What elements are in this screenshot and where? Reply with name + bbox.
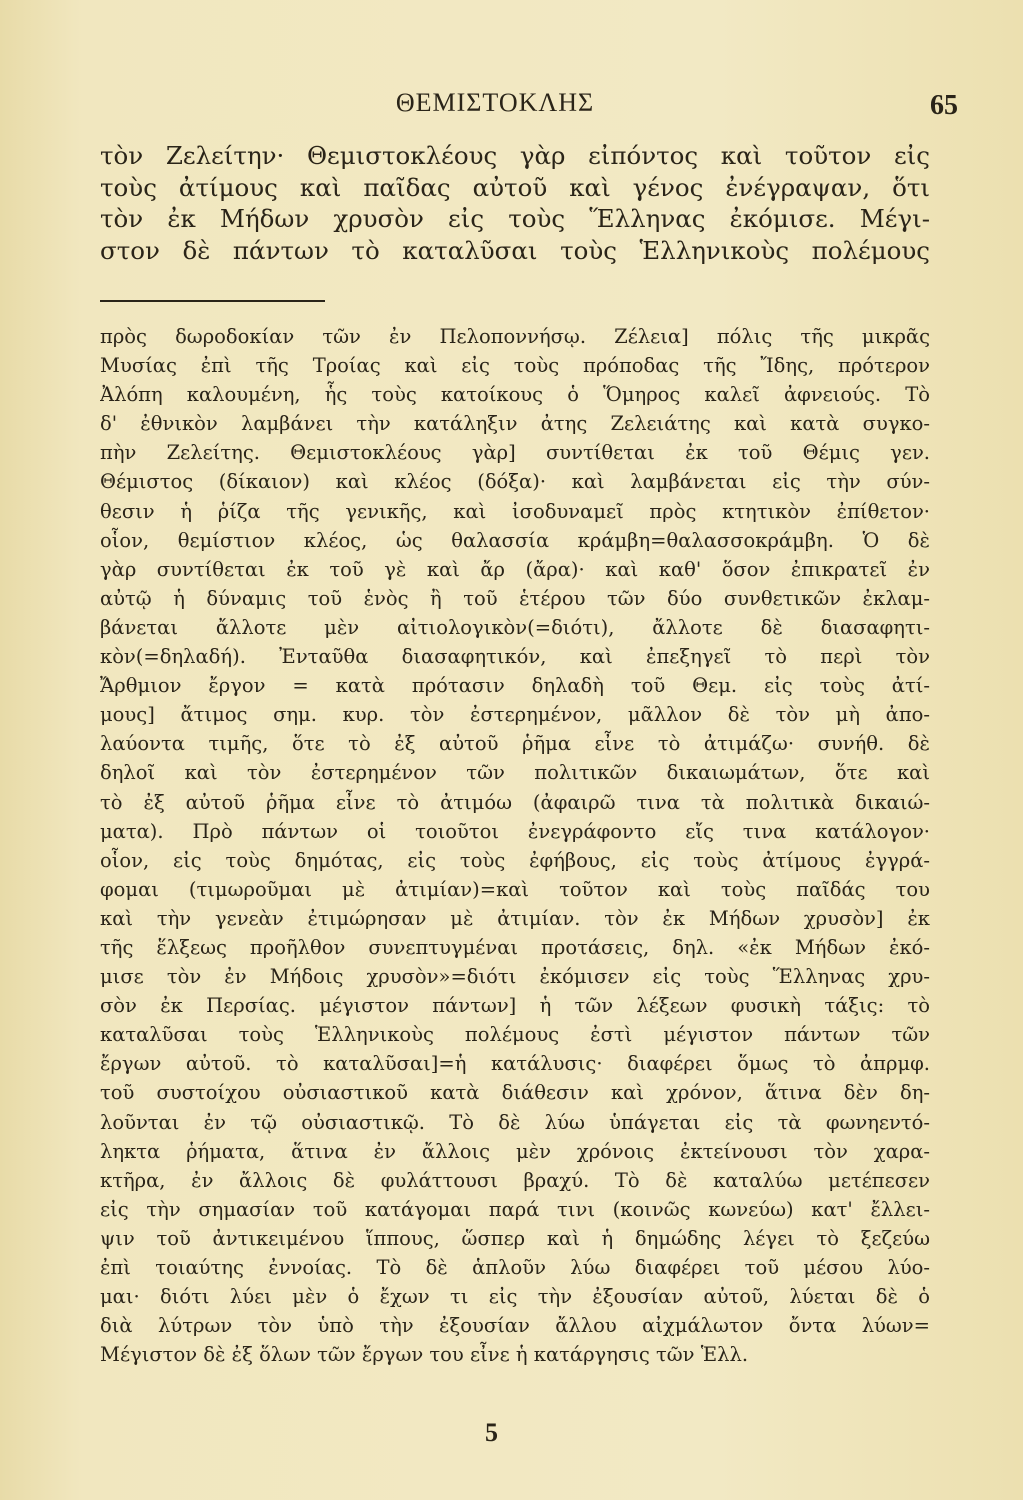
main-text [100, 140, 930, 266]
note-line: τὸ ἐξ αὐτοῦ ῥῆμα εἶνε τὸ ἀτιμόω (ἀφαιρῶ τινα τὰ πολιτικὰ δικαιώ- [100, 790, 930, 814]
text-line: τὸν Ζελείτην· Θεμιστοκλέους γὰρ εἰπόντος καὶ τοῦτον εἰς [100, 141, 930, 170]
page-header [0, 88, 1023, 128]
note-line: λαύοντα τιμῆς, ὅτε τὸ ἐξ αὐτοῦ ῥῆμα εἶνε τὸ ἀτιμάζω· συνήθ. δὲ [100, 732, 930, 756]
note-line: κτῆρα, ἐν ἄλλοις δὲ φυλάττουσι βραχύ. Τὸ δὲ καταλύω μετέπεσεν [100, 1168, 930, 1192]
note-line: φομαι (τιμωροῦμαι μὲ ἀτιμίαν)=καὶ τοῦτον καὶ τοὺς παῖδάς του [100, 877, 930, 901]
text-line: τοὺς ἀτίμους καὶ παῖδας αὐτοῦ καὶ γένος ἐνέγραψαν, ὅτι [100, 172, 930, 202]
note-line: αὐτῷ ἡ δύναμις τοῦ ἑνὸς ἢ τοῦ ἑτέρου τῶν δύο συνθετικῶν ἐκλαμ- [100, 586, 930, 610]
signature-number: 5 [485, 1418, 498, 1447]
note-line: ληκτα ῥήματα, ἅτινα ἐν ἄλλοις μὲν χρόνοις ἐκτείνουσι τὸν χαρα- [100, 1139, 930, 1163]
signature-mark [0, 1418, 1023, 1500]
note-line: βάνεται ἄλλοτε μὲν αἰτιολογικὸν(=διότι), ἄλλοτε δὲ διασαφητι- [100, 615, 930, 639]
note-line: ψιν τοῦ ἀντικειμένου ἵππους, ὥσπερ καὶ ἡ δημώδης λέγει τὸ ξεζεύω [100, 1226, 930, 1250]
note-line: δηλοῖ καὶ τὸν ἐστερημένον τῶν πολιτικῶν δικαιωμάτων, ὅτε καὶ [100, 761, 930, 785]
commentary-notes [100, 322, 930, 1369]
note-line: Μέγιστον δὲ ἐξ ὅλων τῶν ἔργων του εἶνε ἡ κατάργησις τῶν Ἑλλ. [100, 1343, 749, 1367]
note-line: μισε τὸν ἐν Μήδοις χρυσὸν»=διότι ἐκόμισεν εἰς τοὺς Ἕλληνας χρυ- [100, 965, 930, 989]
note-line: τῆς ἕλξεως προῆλθον συνεπτυγμέναι προτάσεις, δηλ. «ἐκ Μήδων ἐκό- [100, 935, 930, 959]
note-line: λοῦνται ἐν τῷ οὐσιαστικῷ. Τὸ δὲ λύω ὑπάγεται εἰς τὰ φωνηεντό- [100, 1110, 930, 1134]
note-line: μους] ἄτιμος σημ. κυρ. τὸν ἐστερημένον, μᾶλλον δὲ τὸν μὴ ἀπο- [100, 703, 930, 727]
note-line: Θέμιστος (δίκαιον) καὶ κλέος (δόξα)· καὶ λαμβάνεται εἰς τὴν σύν- [100, 470, 930, 494]
note-line: θεσιν ἡ ῥίζα τῆς γενικῆς, καὶ ἰσοδυναμεῖ πρὸς κτητικὸν ἐπίθετον· [100, 499, 930, 523]
note-line: εἰς τὴν σημασίαν τοῦ κατάγομαι παρά τινι (κοινῶς κωνεύω) κατ' ἔλλει- [100, 1197, 930, 1221]
note-line: πὴν Ζελείτης. Θεμιστοκλέους γὰρ] συντίθεται ἐκ τοῦ Θέμις γεν. [100, 441, 930, 465]
note-line: κὸν(=δηλαδή). Ἐνταῦθα διασαφητικόν, καὶ ἐπεξηγεῖ τὸ περὶ τὸν [100, 645, 930, 669]
note-line: οἷον, θεμίστιον κλέος, ὡς θαλασσία κράμβη=θαλασσοκράμβη. Ὁ δὲ [100, 528, 930, 552]
text-line: στον δὲ πάντων τὸ καταλῦσαι τοὺς Ἑλληνικοὺς πολέμους [100, 235, 930, 265]
note-line: Μυσίας ἐπὶ τῆς Τροίας καὶ εἰς τοὺς πρόποδας τῆς Ἴδης, πρότερον [100, 354, 930, 378]
note-line: δ' ἐθνικὸν λαμβάνει τὴν κατάληξιν ἀτης Ζελειάτης καὶ κατὰ συγκο- [100, 412, 930, 436]
note-line: Ἀλόπη καλουμένη, ἧς τοὺς κατοίκους ὁ Ὅμηρος καλεῖ ἀφνειούς. Τὸ [100, 383, 930, 407]
note-line: τοῦ συστοίχου οὐσιαστικοῦ κατὰ διάθεσιν καὶ χρόνον, ἅτινα δὲν δη- [100, 1081, 930, 1105]
note-line: Ἄρθμιον ἔργον = κατὰ πρότασιν δηλαδὴ τοῦ Θεμ. εἰς τοὺς ἀτί- [100, 674, 930, 698]
footnote-separator-rule [100, 300, 325, 302]
page-number: 65 [930, 90, 958, 121]
text-line: τὸν ἐκ Μήδων χρυσὸν εἰς τοὺς Ἕλληνας ἐκόμισε. Μέγι- [100, 204, 930, 233]
note-line: ματα). Πρὸ πάντων οἱ τοιοῦτοι ἐνεγράφοντο εἴς τινα κατάλογον· [100, 819, 930, 843]
note-line: διὰ λύτρων τὸν ὑπὸ τὴν ἐξουσίαν ἄλλου αἰχμάλωτον ὄντα λύων= [100, 1314, 930, 1338]
running-title: ΘΕΜΙΣΤΟΚΛΗΣ [395, 88, 595, 117]
note-line: σὸν ἐκ Περσίας. μέγιστον πάντων] ἡ τῶν λέξεων φυσικὴ τάξις: τὸ [100, 994, 930, 1018]
note-line: καὶ τὴν γενεὰν ἐτιμώρησαν μὲ ἀτιμίαν. τὸν ἐκ Μήδων χρυσὸν] ἐκ [100, 906, 930, 930]
note-line: πρὸς δωροδοκίαν τῶν ἐν Πελοποννήσῳ. Ζέλεια] πόλις τῆς μικρᾶς [100, 325, 930, 348]
note-line: καταλῦσαι τοὺς Ἑλληνικοὺς πολέμους ἐστὶ μέγιστον πάντων τῶν [100, 1023, 930, 1047]
note-line: οἷον, εἰς τοὺς δημότας, εἰς τοὺς ἐφήβους, εἰς τοὺς ἀτίμους ἐγγρά- [100, 848, 930, 872]
note-line: γὰρ συντίθεται ἐκ τοῦ γὲ καὶ ἄρ (ἄρα)· καὶ καθ' ὅσον ἐπικρατεῖ ἐν [100, 557, 930, 581]
note-line: ἔργων αὐτοῦ. τὸ καταλῦσαι]=ἡ κατάλυσις· διαφέρει ὅμως τὸ ἀπρμφ. [100, 1052, 930, 1076]
note-line: ἐπὶ τοιαύτης ἐννοίας. Τὸ δὲ ἁπλοῦν λύω διαφέρει τοῦ μέσου λύο- [100, 1256, 930, 1279]
note-line: μαι· διότι λύει μὲν ὁ ἔχων τι εἰς τὴν ἐξουσίαν αὐτοῦ, λύεται δὲ ὁ [100, 1285, 930, 1309]
